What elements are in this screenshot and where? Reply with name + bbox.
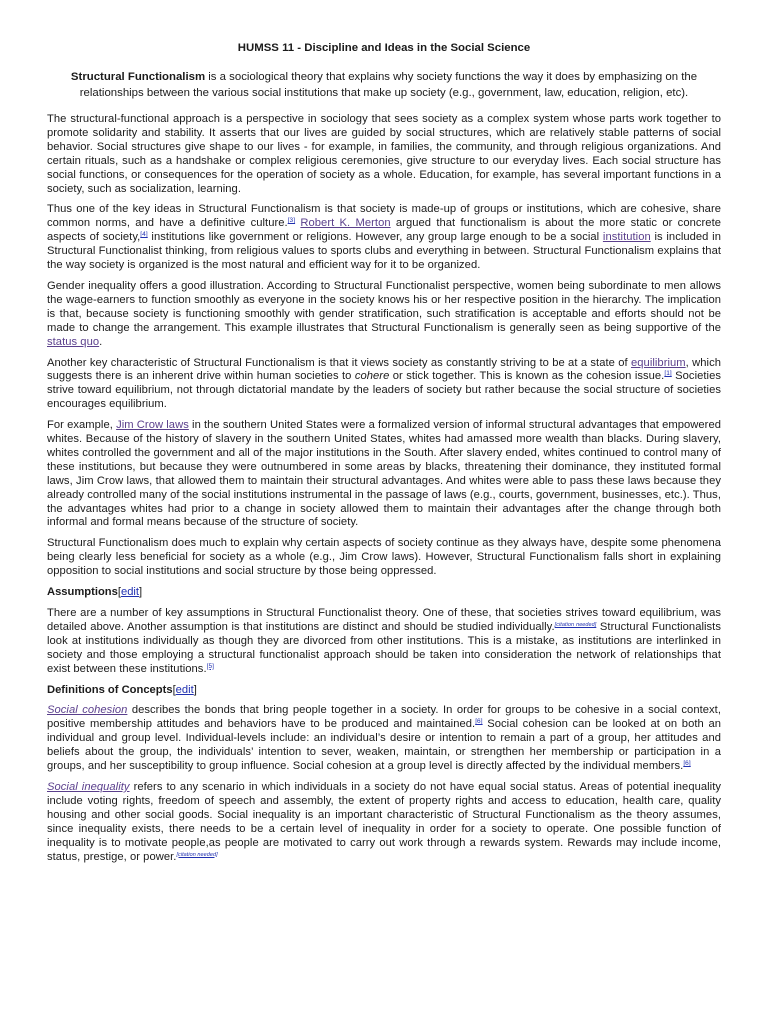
text-run: For example, (47, 419, 117, 432)
paragraph-limitations: Structural Functionalism does much to explain why certain aspects of society continue as they always have, despite some phenomena being clearly less beneficial for society as a whole (e.g., Jim Crow laws). However, Structural Functionalism falls short in explaining opposition to social institutions and social structure by those being oppressed. (47, 537, 721, 578)
bracket-open: [ (172, 683, 176, 696)
text-run: Social cohesion can be looked at on both an individual and group level. Individual-levels include: an individual’s desire or intention to remain a part of a group, her attitudes and beliefs about the group, the individuals’ intention to sever, weaken, maintain, or strengthen her membership or participation in a groups, and her susceptibility to group influence. Social cohesion at a group level is directly affected by the individual members. (47, 718, 721, 773)
text-run: . (99, 335, 103, 348)
link-jim-crow-laws[interactable]: Jim Crow laws (116, 419, 189, 432)
bracket-open: [ (117, 586, 121, 599)
reference-link[interactable]: [6] (683, 760, 691, 768)
reference-3[interactable] (288, 217, 295, 224)
edit-section-link-wrapper (118, 586, 142, 598)
citation-needed[interactable] (176, 852, 217, 858)
intro-text: is a sociological theory that explains why society functions the way it does by emphasizing on the relationships between the various social institutions that make up society (e.g., government, law, education, religion, etc). (79, 71, 698, 99)
link-institution[interactable]: institution (602, 231, 651, 244)
link-social-cohesion[interactable]: Social cohesion (47, 704, 128, 717)
heading-label: Assumptions (47, 586, 118, 599)
paragraph-assumptions (47, 607, 721, 677)
heading-definitions-of-concepts (47, 684, 721, 698)
citation-needed-link[interactable]: [citation needed] (554, 621, 597, 628)
link-status-quo[interactable]: status quo (47, 335, 100, 348)
link-robert-k-merton[interactable]: Robert K. Merton (300, 217, 391, 230)
paragraph-social-cohesion (47, 704, 721, 774)
edit-section-link-wrapper (173, 684, 197, 696)
reference-link[interactable]: [6] (475, 718, 483, 726)
paragraph-equilibrium (47, 357, 721, 413)
text-run: Gender inequality offers a good illustration. According to Structural Functionalist perspective, women being subordinate to men allows the wage-earners to function smoothly as everyone in the society knows his or her respective position in the hierarchy. The implication is that, because society is functioning smoothly with gender stratification, such stratification is acceptable and efforts should not be made to change the arrangement. This example illustrates that Structural Functionalism is generally seen as being supportive of the (47, 279, 721, 334)
bracket-close: ] (193, 683, 197, 696)
paragraph-social-inequality (47, 781, 721, 864)
reference-6[interactable] (475, 718, 482, 725)
citation-needed[interactable] (555, 622, 597, 628)
text-run: There are a number of key assumptions in Structural Functionalist theory. One of these, that societies strives toward equilibrium, was detailed above. Another assumption is that institutions are distinct and should be studied individually. (47, 607, 721, 633)
edit-link-assumptions[interactable]: edit (120, 586, 140, 599)
intro-paragraph (57, 69, 711, 101)
document-title: HUMSS 11 - Discipline and Ideas in the Social Science (237, 42, 531, 54)
paragraph-structural-functional-approach: The structural-functional approach is a perspective in sociology that sees society as a complex system whose parts work together to promote solidarity and stability. It asserts that our lives are guided by social structures, which are relatively stable patterns of social behavior. Social structures give shape to our lives - for example, in families, the community, and through religious organizations. And certain rituals, such as a handshake or complex religious ceremonies, give structure to our everyday lives. Each social structure has social functions, or consequences for the operation of society as a whole. Education, for example, has several important functions in a society, such as socialization, learning. (47, 113, 721, 195)
text-run: refers to any scenario in which individuals in a society do not have equal social status. Areas of potential inequality include voting rights, freedom of speech and assembly, the extent of property rights and access to education, health care, quality housing and other social goods. Social inequality is an important characteristic of Structural Functionalism as the theory assumes, since inequality exists, there needs to be a certain level of inequality in order for a society to operate. One possible function of inequality is to motivate people,as people are motivated to carry out work through a rewards system. Rewards may include income, status, prestige, or power. (47, 780, 722, 863)
text-run: in the southern United States were a formalized version of informal structural advantages that empowered whites. Because of the history of slavery in the southern United States, whites had amassed more wealth than blacks. During slavery, whites controlled the government and all of the major institutions in the South. After slavery ended, whites continued to control many of these institutions, but because they were outnumbered in some areas by blacks, threatening their dominance, they instituted formal laws, Jim Crow laws, that allowed them to maintain their structural advantages. And whites were able to pass these laws because they already controlled many of the social institutions instrumental in the passage of laws (e.g., courts, government, businesses, etc.). Thus, the advantages whites had prior to a change in society allowed them to maintain their advantages after the change through both informal and formal means because of the structure of society. (47, 419, 721, 529)
reference-link[interactable]: [1] (664, 370, 672, 378)
reference-5[interactable] (207, 663, 214, 670)
emphasis-cohere: cohere (354, 370, 390, 383)
paragraph-gender-inequality (47, 280, 721, 350)
heading-label: Definitions of Concepts (47, 683, 173, 696)
text-run: Thus one of the key ideas in Structural Functionalism is that society is made-up of groups or institutions, which are cohesive, share common norms, and have a definitive culture. (47, 203, 721, 230)
edit-link-definitions[interactable]: edit (175, 683, 194, 696)
text-run: is included in Structural Functionalist thinking, from religious values to sports clubs and everything in between. Structural Functionalism explains that the way society is organized is the most natural and efficient way for it to be organized. (47, 231, 721, 272)
reference-link[interactable]: [3] (287, 217, 296, 225)
text-run: describes the bonds that bring people together in a society. In order for groups to be cohesive in a social context, positive membership attitudes and behaviors have to be produced and maintained. (47, 704, 721, 731)
text-run: Another key characteristic of Structural Functionalism is that it views society as constantly striving to be at a state of (47, 356, 631, 369)
bracket-close: ] (139, 586, 143, 599)
text-run: , which suggests there is an inherent drive within human societies to (47, 356, 721, 383)
text-run: or stick together. This is known as the cohesion issue. (389, 370, 665, 383)
link-equilibrium[interactable]: equilibrium (631, 356, 686, 369)
link-social-inequality[interactable]: Social inequality (47, 780, 130, 793)
paragraph-jim-crow (47, 419, 721, 530)
reference-link[interactable]: [4] (140, 231, 148, 239)
citation-needed-link[interactable]: [citation needed] (176, 851, 218, 858)
heading-assumptions (47, 586, 721, 600)
intro-term: Structural Functionalism (70, 71, 206, 83)
text-run: institutions like government or religions. However, any group large enough to be a social (147, 231, 603, 244)
reference-link[interactable]: [5] (206, 662, 214, 670)
reference-6[interactable] (683, 760, 690, 767)
reference-1[interactable] (664, 370, 671, 377)
text-run: Structural Functionalists look at institutions individually as though they are divorced from other institutions. This is a mistake, as institutions are interlinked in society and those employing a structural functionalist approach should be taken into consideration the network of relationships that exist between these institutions. (47, 620, 721, 675)
text-run: Societies strive toward equilibrium, not through dictatorial mandate by the leaders of society but rather because the social structure of societies encourages equilibrium. (47, 370, 721, 411)
reference-4[interactable] (140, 231, 147, 238)
paragraph-key-ideas (47, 203, 721, 273)
text-run: argued that functionalism is about the more static or concrete aspects of society, (47, 217, 721, 244)
